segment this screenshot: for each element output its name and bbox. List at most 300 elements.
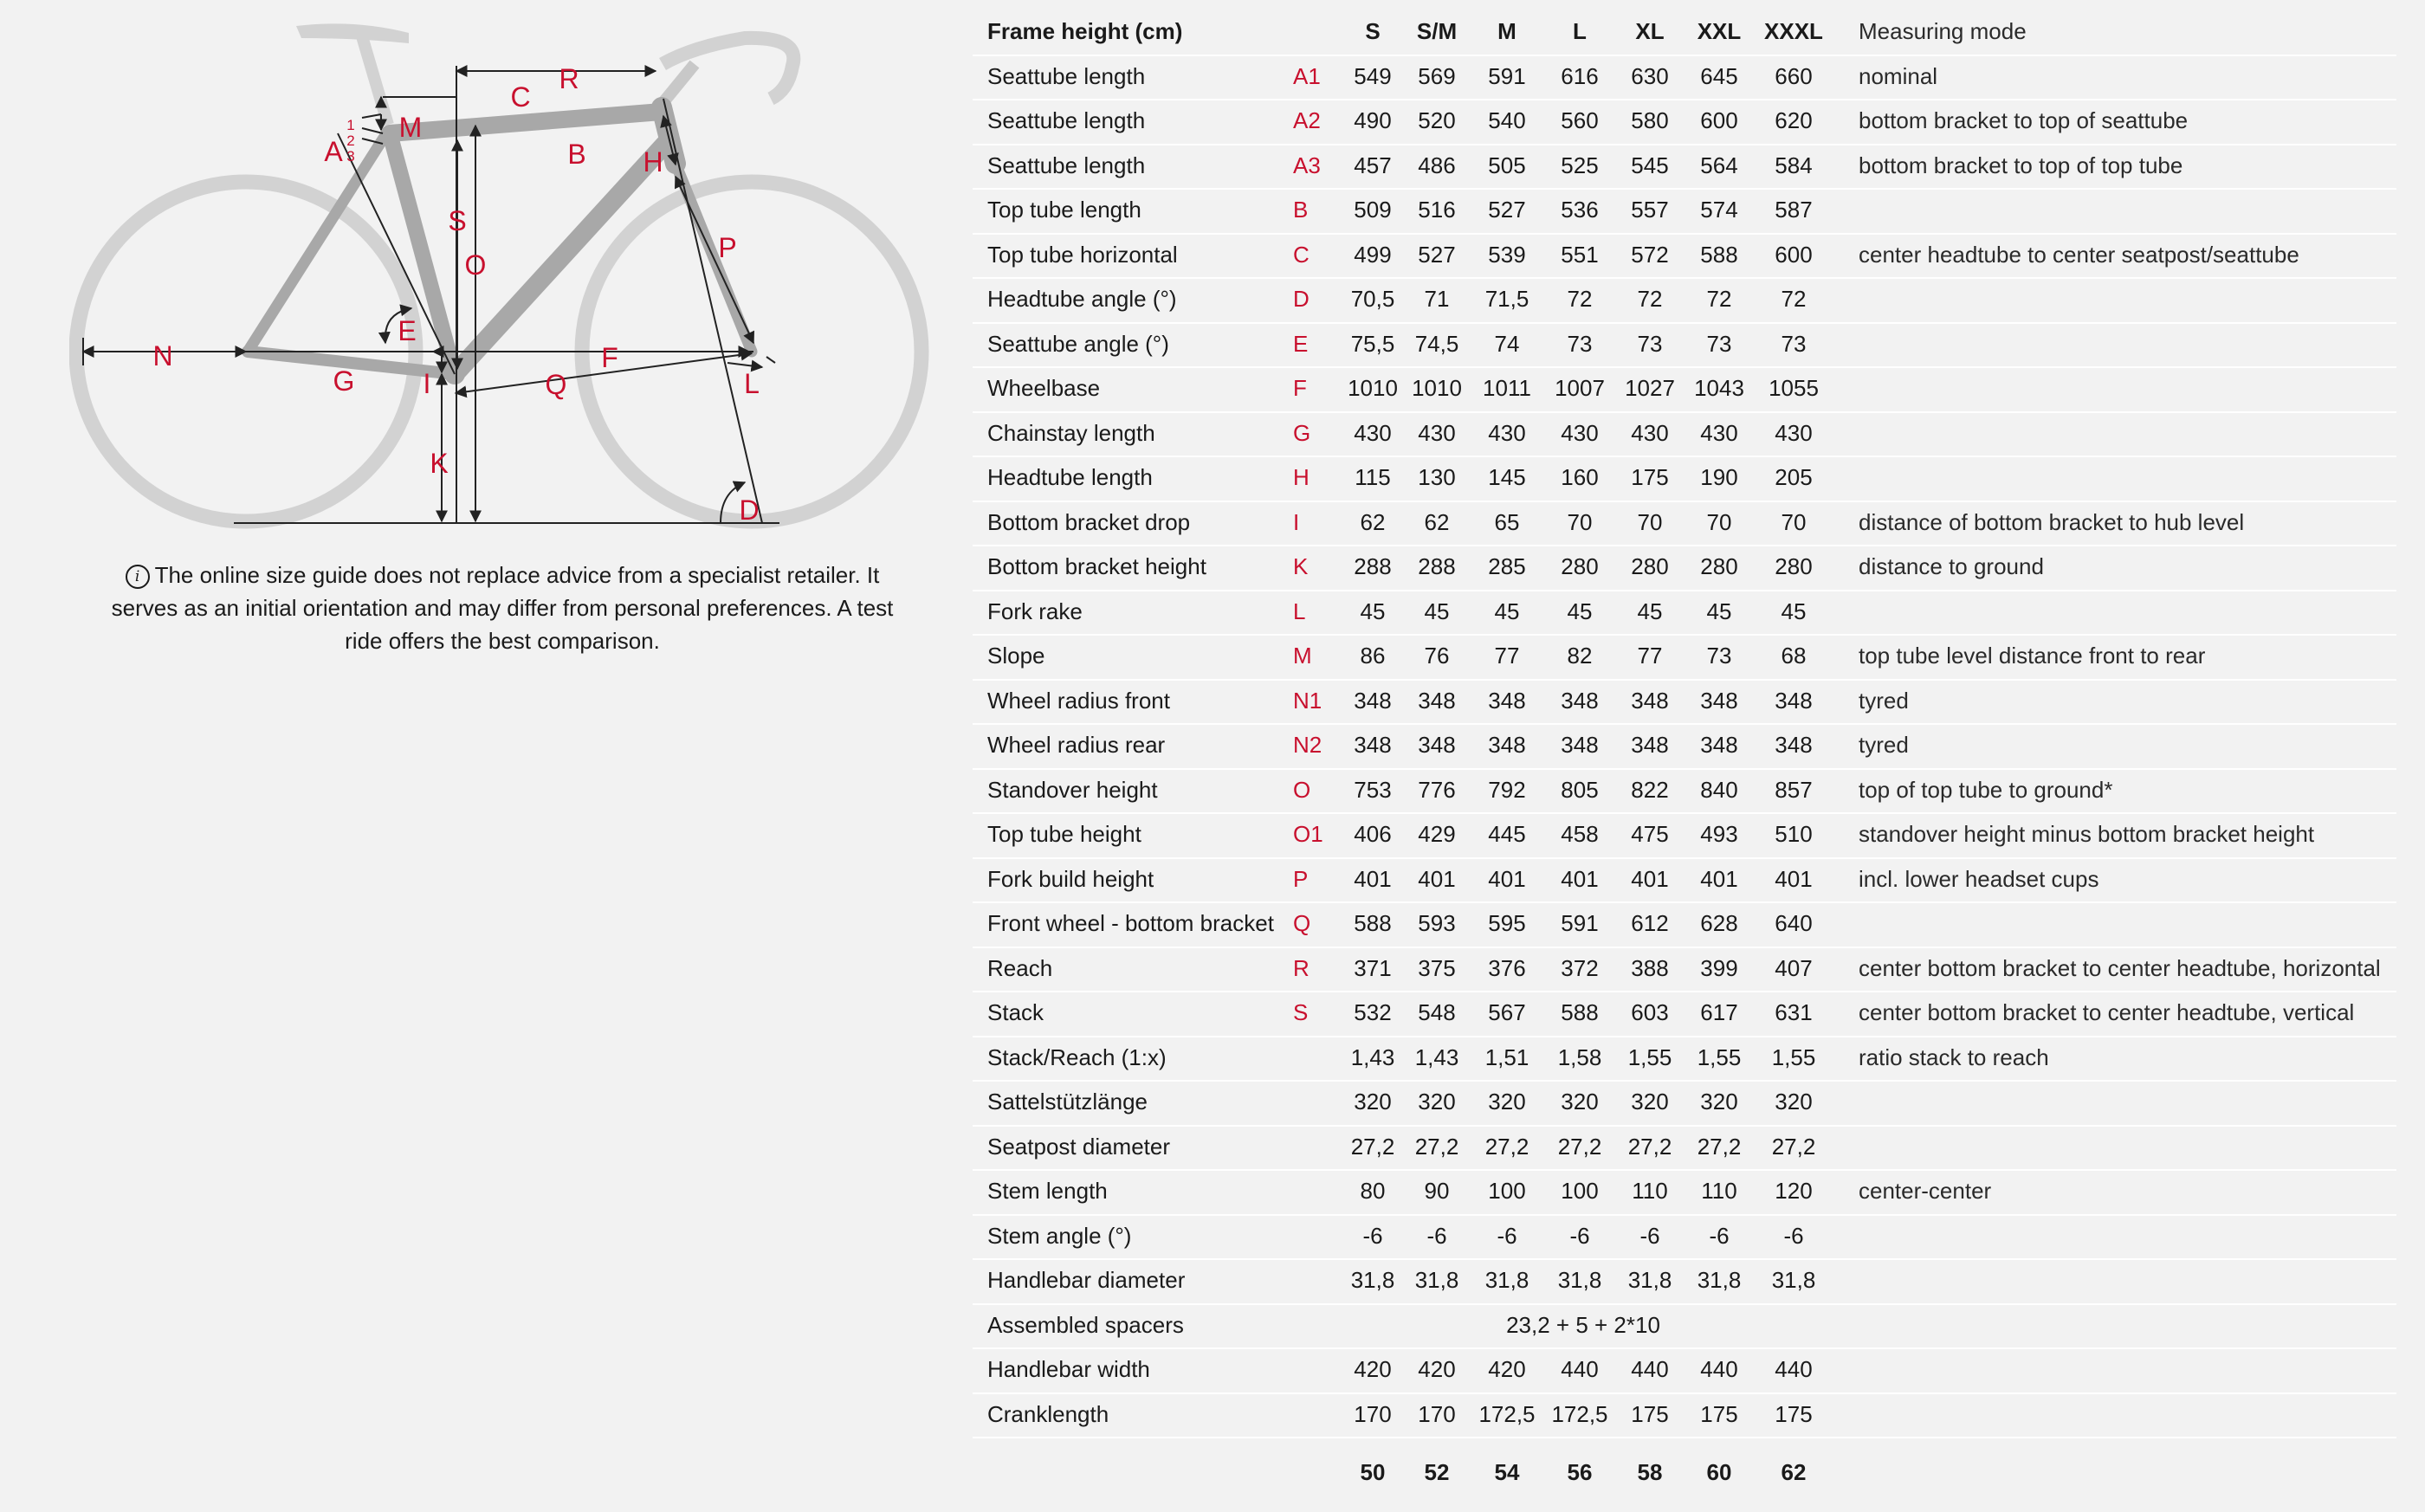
row-code: Q [1293,910,1311,936]
row-label: Seattube angle (°) [987,330,1169,357]
row-value: 1055 [1769,375,1819,401]
row-value: 31,8 [1414,1267,1459,1293]
row-value: 1,55 [1771,1044,1816,1070]
row-value: 77 [1494,643,1520,669]
row-value: 430 [1631,419,1669,446]
row-value: -6 [1709,1222,1730,1249]
row-value: 569 [1418,62,1456,89]
row-value: 280 [1775,553,1813,579]
row-value: 31,8 [1557,1267,1602,1293]
row-label: Seattube length [987,62,1146,89]
table-row [973,99,2396,145]
row-value: 840 [1700,776,1738,803]
row-value: 348 [1700,687,1738,714]
row-value: 792 [1488,776,1526,803]
row-value: 580 [1631,107,1669,133]
table-row [973,55,2396,101]
row-value: 429 [1418,821,1456,847]
row-value: 27,2 [1697,1133,1742,1160]
label-f: F [601,342,618,373]
row-label: Bottom bracket drop [987,508,1191,535]
row-value: 822 [1631,776,1669,803]
bike-frame [248,107,752,374]
row-value: 440 [1775,1356,1813,1382]
row-value: 320 [1631,1089,1669,1115]
row-value: 73 [1706,330,1732,357]
row-label: Top tube height [987,821,1141,847]
table-row [973,1347,2396,1394]
row-value: 430 [1354,419,1392,446]
row-code: N2 [1293,732,1322,758]
row-value: 588 [1700,241,1738,268]
row-mode: nominal [1859,62,1938,89]
row-value: 631 [1775,999,1813,1025]
row-value: 420 [1488,1356,1526,1382]
row-value: 190 [1700,464,1738,490]
table-row [973,634,2396,681]
table-row [973,901,2396,948]
header-size: XXXL [1764,18,1823,44]
row-code: M [1293,643,1312,669]
row-value: 45 [1494,598,1520,624]
row-value: 572 [1631,241,1669,268]
row-value: 80 [1360,1178,1386,1204]
row-value: 1010 [1348,375,1398,401]
row-value: 45 [1706,598,1732,624]
row-value: 72 [1567,286,1593,312]
row-mode: center headtube to center seatpost/seattube [1859,241,2299,268]
row-value: 406 [1354,821,1392,847]
row-label: Chainstay length [987,419,1155,446]
row-value: 753 [1354,776,1392,803]
row-value: 440 [1631,1356,1669,1382]
row-value: 440 [1700,1356,1738,1382]
row-code: S [1293,999,1309,1025]
table-row [973,590,2396,636]
row-value: 31,8 [1771,1267,1816,1293]
row-value: 320 [1418,1089,1456,1115]
row-value: 45 [1567,598,1593,624]
row-value: 170 [1354,1400,1392,1427]
row-value: 348 [1775,687,1813,714]
row-label: Stack/Reach (1:x) [987,1044,1167,1070]
label-g: G [333,365,355,397]
row-value: -6 [1639,1222,1660,1249]
table-row [973,723,2396,770]
row-value: -6 [1362,1222,1383,1249]
table-row [973,144,2396,191]
row-value: 75,5 [1350,330,1395,357]
row-value: 1,55 [1697,1044,1742,1070]
label-s: S [448,205,467,236]
table-row [973,322,2396,369]
row-code: E [1293,330,1309,357]
row-value: 72 [1781,286,1807,312]
row-value: 587 [1775,197,1813,223]
row-value: 280 [1561,553,1599,579]
row-label: Stack [987,999,1044,1025]
footer-value: 52 [1424,1459,1450,1485]
footer-value: 62 [1781,1459,1807,1485]
row-mode: distance of bottom bracket to hub level [1859,508,2245,535]
row-value: 285 [1488,553,1526,579]
row-value: 458 [1561,821,1599,847]
row-value: 120 [1775,1178,1813,1204]
row-value: 45 [1637,598,1663,624]
row-code: P [1293,865,1309,892]
row-value: 401 [1775,865,1813,892]
row-value: 600 [1775,241,1813,268]
row-value: 527 [1488,197,1526,223]
row-value: 288 [1418,553,1456,579]
table-row [973,1080,2396,1127]
row-label: Handlebar diameter [987,1267,1186,1293]
row-label: Seattube length [987,152,1146,178]
row-value: 320 [1775,1089,1813,1115]
header-mode: Measuring mode [1859,18,2027,44]
seatpost [362,36,388,125]
row-value: 73 [1637,330,1663,357]
row-value: 551 [1561,241,1599,268]
row-value: 603 [1631,999,1669,1025]
row-value: 407 [1775,954,1813,981]
row-value: 348 [1418,687,1456,714]
row-mode: bottom bracket to top of top tube [1859,152,2183,178]
row-code: A2 [1293,107,1321,133]
header-size: M [1497,18,1516,44]
table-row [973,1392,2396,1439]
row-value: 430 [1418,419,1456,446]
row-value: 401 [1354,865,1392,892]
row-mode: top of top tube to ground* [1859,776,2113,803]
row-value: 45 [1781,598,1807,624]
row-value: 475 [1631,821,1669,847]
row-label: Standover height [987,776,1158,803]
row-value: 68 [1781,643,1807,669]
row-label: Reach [987,954,1053,981]
label-i: I [423,368,431,399]
row-value: -6 [1497,1222,1517,1249]
row-value: 430 [1561,419,1599,446]
label-n: N [152,340,173,372]
row-value: 1007 [1555,375,1605,401]
row-code: I [1293,508,1300,535]
table-footer-row [973,1451,2396,1496]
row-value: 74,5 [1414,330,1459,357]
row-value: 516 [1418,197,1456,223]
table-row [973,1169,2396,1216]
row-value: 574 [1700,197,1738,223]
row-value: 1,58 [1557,1044,1602,1070]
row-value: 320 [1700,1089,1738,1115]
row-label: Top tube length [987,197,1141,223]
label-h: H [643,146,663,178]
row-value: 420 [1418,1356,1456,1382]
row-label: Stem angle (°) [987,1222,1132,1249]
row-value: 348 [1700,732,1738,758]
row-value: 401 [1700,865,1738,892]
row-value: 31,8 [1484,1267,1529,1293]
row-value: 399 [1700,954,1738,981]
row-value: 401 [1561,865,1599,892]
row-value: 62 [1424,508,1450,535]
label-c: C [510,81,531,113]
row-value: 348 [1775,732,1813,758]
row-value: 70 [1706,508,1732,535]
row-value: 110 [1632,1178,1668,1204]
label-a2: 2 [346,132,355,149]
row-value: 320 [1561,1089,1599,1115]
row-value: 115 [1355,464,1391,490]
label-r: R [559,63,579,94]
row-value: 420 [1354,1356,1392,1382]
row-value: 509 [1354,197,1392,223]
row-code: D [1293,286,1310,312]
row-value: 593 [1418,910,1456,936]
row-value: 1043 [1694,375,1744,401]
table-header-row [973,10,2396,56]
row-value: 280 [1700,553,1738,579]
row-label: Stem length [987,1178,1108,1204]
label-l: L [744,368,760,399]
row-value: 591 [1488,62,1526,89]
row-value: 371 [1354,954,1392,981]
row-value: 70 [1637,508,1663,535]
info-icon: i [126,565,150,589]
table-row [973,1303,2396,1350]
row-code: B [1293,197,1309,223]
row-value: 660 [1775,62,1813,89]
table-row [973,277,2396,324]
row-code: F [1293,375,1307,401]
row-value: 539 [1488,241,1526,268]
size-guide-note [104,559,901,657]
row-value: 493 [1700,821,1738,847]
row-value: 27,2 [1627,1133,1672,1160]
row-value: 486 [1418,152,1456,178]
row-value: 588 [1354,910,1392,936]
row-value: 445 [1488,821,1526,847]
row-value: 288 [1354,553,1392,579]
row-value: 616 [1561,62,1599,89]
row-code: G [1293,419,1311,446]
row-value: 600 [1700,107,1738,133]
label-a: A [324,136,343,167]
row-value: 130 [1418,464,1456,490]
row-label: Front wheel - bottom bracket [987,910,1274,936]
table-row [973,768,2396,815]
table-row [973,947,2396,993]
row-value: 567 [1488,999,1526,1025]
row-value: 175 [1775,1400,1813,1427]
row-label: Seattube length [987,107,1146,133]
row-value: 205 [1775,464,1813,490]
row-value: 401 [1631,865,1669,892]
row-mode: standover height minus bottom bracket height [1859,821,2315,847]
bike-geometry-diagram [69,12,935,532]
row-value: 45 [1424,598,1450,624]
row-value: 376 [1488,954,1526,981]
row-mode: top tube level distance front to rear [1859,643,2206,669]
table-row [973,366,2396,413]
row-value: 520 [1418,107,1456,133]
row-value: 557 [1631,197,1669,223]
row-value: 72 [1637,286,1663,312]
row-value: 280 [1631,553,1669,579]
row-mode: center-center [1859,1178,1992,1204]
row-value: 65 [1494,508,1520,535]
row-value: 548 [1418,999,1456,1025]
row-value: 348 [1561,687,1599,714]
row-value: 348 [1418,732,1456,758]
table-row [973,1258,2396,1305]
row-value: 401 [1418,865,1456,892]
footer-value: 58 [1637,1459,1663,1485]
row-label: Bottom bracket height [987,553,1206,579]
row-value: 776 [1418,776,1456,803]
row-code: C [1293,241,1310,268]
label-o: O [464,249,487,281]
label-e: E [398,315,417,346]
row-value: 388 [1631,954,1669,981]
row-value: 549 [1354,62,1392,89]
row-value: 505 [1488,152,1526,178]
row-code: O [1293,776,1311,803]
row-value: 560 [1561,107,1599,133]
row-mode: ratio stack to reach [1859,1044,2049,1070]
row-value: 536 [1561,197,1599,223]
row-label: Fork rake [987,598,1083,624]
table-row [973,1036,2396,1082]
row-code: N1 [1293,687,1322,714]
row-value: 457 [1354,152,1392,178]
row-value: 527 [1418,241,1456,268]
row-value: 645 [1700,62,1738,89]
footer-value: 56 [1567,1459,1593,1485]
row-value: 86 [1360,643,1386,669]
row-value: 62 [1360,508,1386,535]
row-span-value: 23,2 + 5 + 2*10 [1506,1311,1660,1338]
row-value: 545 [1631,152,1669,178]
row-value: 510 [1775,821,1813,847]
row-value: 499 [1354,241,1392,268]
row-value: 27,2 [1484,1133,1529,1160]
row-value: 72 [1706,286,1732,312]
row-value: 401 [1488,865,1526,892]
row-value: -6 [1569,1222,1590,1249]
row-value: 857 [1775,776,1813,803]
row-value: 73 [1781,330,1807,357]
footer-value: 54 [1494,1459,1520,1485]
row-value: 430 [1775,419,1813,446]
row-label: Slope [987,643,1045,669]
row-label: Headtube length [987,464,1153,490]
row-label: Wheel radius front [987,687,1170,714]
saddle [296,23,409,43]
row-mode: tyred [1859,732,1909,758]
footer-value: 50 [1360,1459,1386,1485]
row-mode: incl. lower headset cups [1859,865,2099,892]
row-value: 628 [1700,910,1738,936]
row-value: 348 [1488,732,1526,758]
row-value: 74 [1494,330,1520,357]
table-row [973,1125,2396,1172]
row-value: 1010 [1412,375,1462,401]
row-value: 1011 [1483,375,1531,401]
row-mode: center bottom bracket to center headtube, horizontal [1859,954,2381,981]
row-value: 320 [1488,1089,1526,1115]
header-label: Frame height (cm) [987,18,1183,44]
row-value: 27,2 [1350,1133,1395,1160]
row-value: 77 [1637,643,1663,669]
footer-value: 60 [1706,1459,1732,1485]
row-value: 27,2 [1557,1133,1602,1160]
table-row [973,1214,2396,1261]
row-value: 348 [1631,687,1669,714]
row-value: 1,51 [1484,1044,1529,1070]
row-label: Wheelbase [987,375,1101,401]
row-value: 172,5 [1551,1400,1608,1427]
table-row [973,545,2396,591]
row-value: 348 [1354,687,1392,714]
row-value: 76 [1424,643,1450,669]
row-value: 430 [1700,419,1738,446]
row-label: Sattelstützlänge [987,1089,1148,1115]
row-mode: tyred [1859,687,1909,714]
row-mode: center bottom bracket to center headtube, vertical [1859,999,2355,1025]
row-value: 620 [1775,107,1813,133]
row-label: Wheel radius rear [987,732,1166,758]
table-row [973,812,2396,859]
row-label: Assembled spacers [987,1311,1184,1338]
row-mode: bottom bracket to top of seattube [1859,107,2189,133]
row-label: Fork build height [987,865,1154,892]
row-value: 73 [1567,330,1593,357]
label-a1: 1 [346,117,355,133]
row-value: 1,43 [1414,1044,1459,1070]
row-value: 27,2 [1414,1133,1459,1160]
row-value: 320 [1354,1089,1392,1115]
row-value: 532 [1354,999,1392,1025]
table-row [973,456,2396,502]
table-row [973,411,2396,458]
row-code: K [1293,553,1309,579]
row-value: 175 [1700,1400,1738,1427]
row-label: Handlebar width [987,1356,1150,1382]
row-code: R [1293,954,1310,981]
row-value: 525 [1561,152,1599,178]
row-value: 31,8 [1350,1267,1395,1293]
row-value: 591 [1561,910,1599,936]
row-value: 584 [1775,152,1813,178]
row-value: 440 [1561,1356,1599,1382]
table-row [973,991,2396,1037]
row-code: A1 [1293,62,1321,89]
row-label: Seatpost diameter [987,1133,1171,1160]
table-row [973,233,2396,280]
table-row [973,501,2396,547]
handlebar [663,38,793,99]
label-p: P [718,232,737,263]
label-a3: 3 [346,148,355,165]
label-b: B [567,139,586,170]
row-code: L [1293,598,1306,624]
label-k: K [430,448,449,479]
row-value: 170 [1418,1400,1456,1427]
row-value: 45 [1360,598,1386,624]
table-row [973,188,2396,235]
row-value: 1027 [1625,375,1675,401]
